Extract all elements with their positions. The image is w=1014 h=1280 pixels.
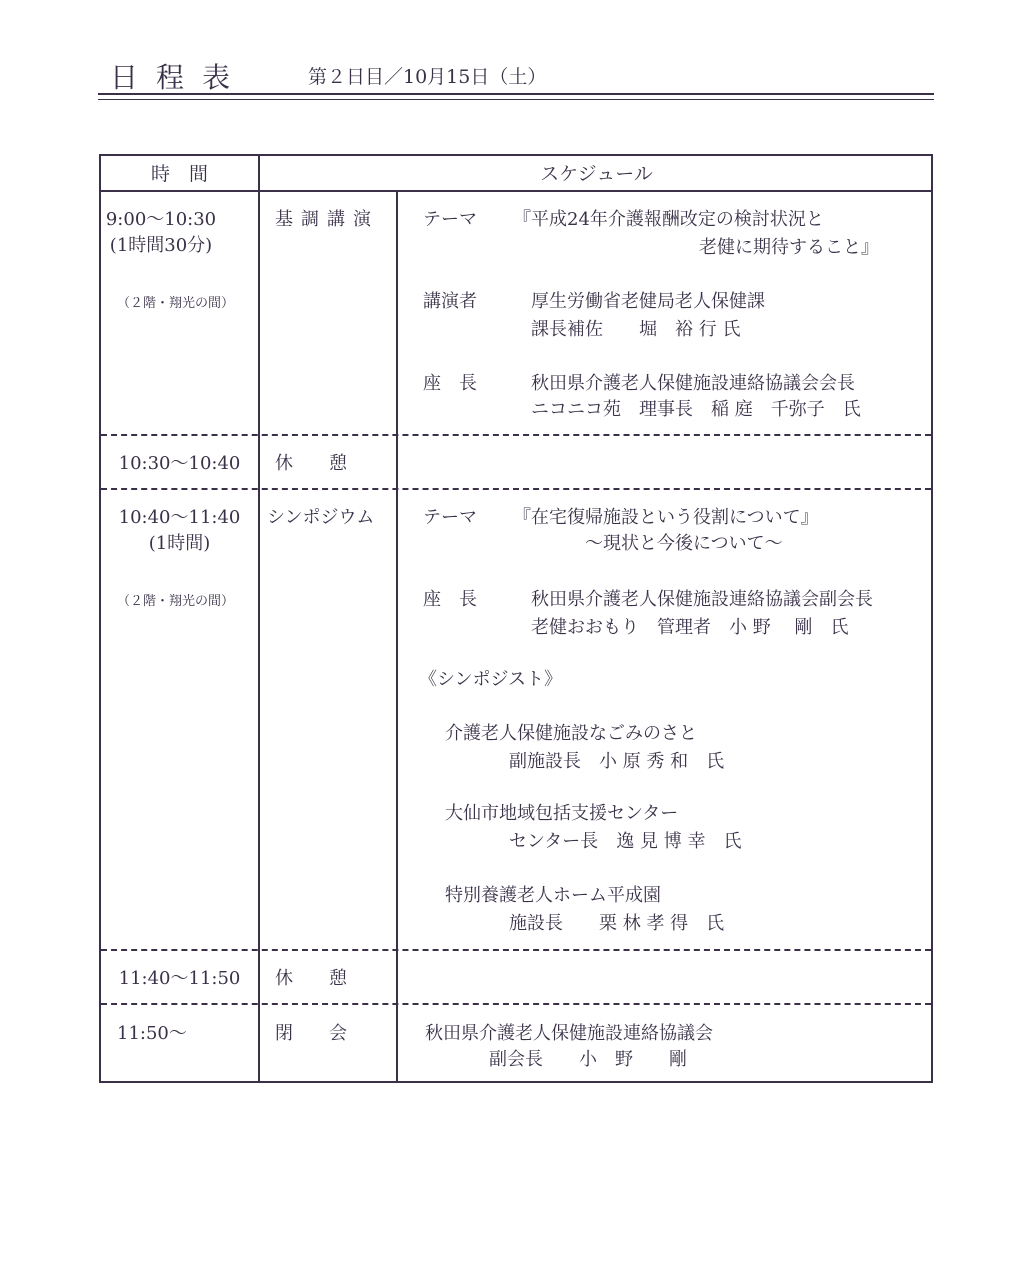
symposist-org: 介護老人保健施設なごみのさと <box>445 723 697 744</box>
symposist-heading: 《シンポジスト》 <box>419 669 563 690</box>
column-divider-time <box>258 156 260 1081</box>
row-divider <box>101 488 931 490</box>
closing-line-2: 副会長 小 野 剛 <box>489 1049 687 1070</box>
row-divider <box>101 949 931 951</box>
row-divider <box>101 1003 931 1005</box>
schedule-table <box>99 154 933 1083</box>
symposist-name: センター長 逸 見 博 幸 氏 <box>509 831 742 852</box>
theme-label: テーマ <box>423 209 477 230</box>
chair-line-2: ニコニコ苑 理事長 稲 庭 千弥子 氏 <box>531 399 861 420</box>
symposist-org: 特別養護老人ホーム平成園 <box>445 885 661 906</box>
speaker-line-1: 厚生労働省老健局老人保健課 <box>531 291 765 312</box>
chair-label: 座 長 <box>423 589 477 610</box>
speaker-label: 講演者 <box>423 291 477 312</box>
row-category: 基調講演 <box>275 209 379 230</box>
row-time: 11:40〜11:50 <box>118 968 241 989</box>
row-time: 11:50〜 <box>117 1023 187 1044</box>
schedule-column-header: スケジュール <box>540 163 653 185</box>
row-category: シンポジウム <box>267 507 375 528</box>
header-divider <box>101 190 931 192</box>
symposist-name: 副施設長 小 原 秀 和 氏 <box>509 751 725 772</box>
row-category: 閉 会 <box>275 1023 347 1044</box>
theme-line-2: 老健に期待すること』 <box>699 237 879 258</box>
symposist-name: 施設長 栗 林 孝 得 氏 <box>509 913 725 934</box>
row-place: （２階・翔光の間） <box>117 296 235 311</box>
theme-line-2: 〜現状と今後について〜 <box>585 533 783 554</box>
title-rule-thin <box>98 99 934 100</box>
row-duration: (1時間30分) <box>109 235 213 256</box>
row-time: 10:40〜11:40 <box>118 507 241 528</box>
row-divider <box>101 434 931 436</box>
symposist-org: 大仙市地域包括支援センター <box>445 803 679 824</box>
page-subtitle: 第２日目／10月15日（土） <box>308 66 547 88</box>
row-place: （２階・翔光の間） <box>117 594 235 609</box>
speaker-line-2: 課長補佐 堀 裕 行 氏 <box>531 319 741 340</box>
chair-line-1: 秋田県介護老人保健施設連絡協議会副会長 <box>531 589 873 610</box>
title-rule-thick <box>98 93 934 95</box>
time-column-header: 時 間 <box>150 163 208 185</box>
row-duration: (1時間) <box>148 533 211 554</box>
theme-label: テーマ <box>423 507 477 528</box>
chair-label: 座 長 <box>423 373 477 394</box>
row-category: 休 憩 <box>275 453 347 474</box>
page-title: 日程表 <box>110 61 249 94</box>
row-time: 10:30〜10:40 <box>118 453 241 474</box>
row-time: 9:00〜10:30 <box>105 209 217 230</box>
chair-line-2: 老健おおもり 管理者 小 野 剛 氏 <box>531 617 849 638</box>
theme-line-1: 『平成24年介護報酬改定の検討状況と <box>513 209 824 230</box>
column-divider-category <box>396 190 398 1081</box>
row-category: 休 憩 <box>275 968 347 989</box>
theme-line-1: 『在宅復帰施設という役割について』 <box>513 507 819 528</box>
closing-line-1: 秋田県介護老人保健施設連絡協議会 <box>425 1023 713 1044</box>
chair-line-1: 秋田県介護老人保健施設連絡協議会会長 <box>531 373 855 394</box>
